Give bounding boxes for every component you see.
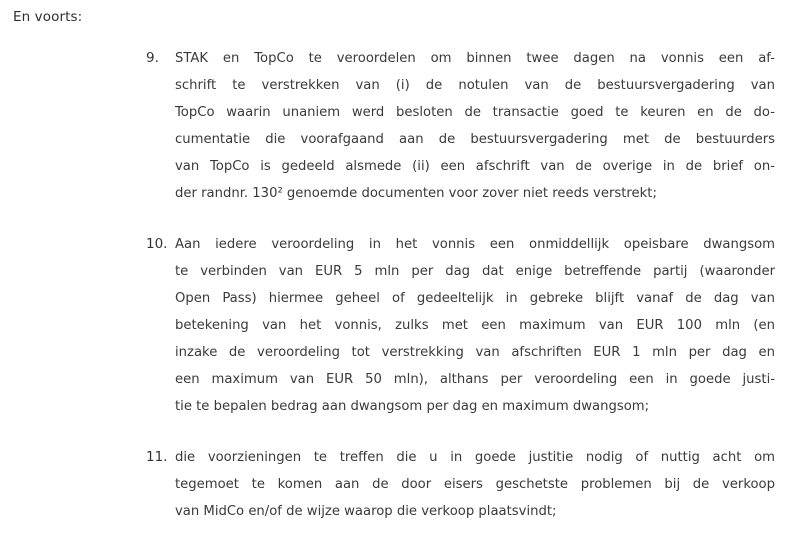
text-line: tie te bepalen bedrag aan dwangsom per dag en maximum dwangsom; — [175, 399, 650, 414]
text-line: te verbinden van EUR 5 mln per dag dat enige betreffende partij (waaronder — [175, 264, 775, 279]
text-line: STAK en TopCo te veroordelen om binnen twee dagen na vonnis een af- — [175, 51, 775, 66]
intro-heading: En voorts: — [13, 9, 83, 25]
text-line: der randnr. 130² genoemde documenten voor zover niet reeds verstrekt; — [175, 186, 657, 201]
item-number: 10. — [146, 236, 168, 252]
item-text — [175, 231, 775, 420]
text-line: Open Pass) hiermee geheel of gedeeltelijk in gebreke blijft vanaf de dag van — [175, 291, 775, 306]
text-line: cumentatie die voorafgaand aan de bestuursvergadering met de bestuurders — [175, 132, 775, 147]
text-line: van MidCo en/of de wijze waarop die verkoop plaatsvindt; — [175, 504, 557, 519]
item-number: 9. — [146, 50, 159, 66]
text-line: die voorzieningen te treffen die u in goede justitie nodig of nuttig acht om — [175, 450, 775, 465]
text-line: inzake de veroordeling tot verstrekking van afschriften EUR 1 mln per dag en — [175, 345, 775, 360]
text-line: tegemoet te komen aan de door eisers geschetste problemen bij de verkoop — [175, 477, 775, 492]
text-line: een maximum van EUR 50 mln), althans per veroordeling een in goede justi- — [175, 372, 775, 387]
text-line: TopCo waarin unaniem werd besloten de transactie goed te keuren en de do- — [175, 105, 775, 120]
item-text — [175, 444, 775, 525]
item-text — [175, 45, 775, 207]
text-line: schrift te verstrekken van (i) de notulen van de bestuursvergadering van — [175, 78, 775, 93]
text-line: van TopCo is gedeeld alsmede (ii) een afschrift van de overige in de brief on- — [175, 159, 775, 174]
text-line: betekening van het vonnis, zulks met een maximum van EUR 100 mln (en — [175, 318, 775, 333]
item-number: 11. — [146, 449, 168, 465]
text-line: Aan iedere veroordeling in het vonnis een onmiddellijk opeisbare dwangsom — [175, 237, 775, 252]
